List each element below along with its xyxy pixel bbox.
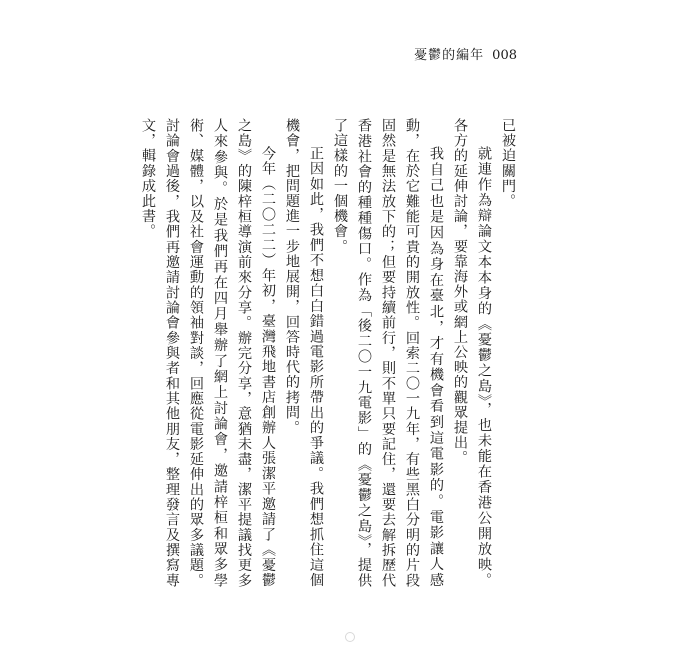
paragraph: 正因如此，我們不想白白錯過電影所帶出的爭議。我們想抓住這個機會，把問題進一步地展開，回答時代的拷問。 bbox=[284, 118, 324, 588]
paragraph: 就連作為辯論文本本身的《憂鬱之島》，也未能在香港公開放映。各方的延伸討論，要靠海外或網上公映的觀眾提出。 bbox=[452, 118, 492, 588]
running-header bbox=[414, 44, 517, 63]
page-number: 008 bbox=[492, 48, 517, 63]
paragraph: 我自己也是因為身在臺北，才有機會看到這電影的。電影讓人感動，在於它難能可貴的開放性。回索二〇一九年，有些黑白分明的片段固然是無法放下的；但要持續前行，則不單只要記住，還要去解拆歷代香港社會的種種傷口。作為「後二〇一九電影」的《憂鬱之島》，提供了這樣的一個機會。 bbox=[332, 118, 444, 588]
running-header-title: 憂鬱的編年 bbox=[414, 48, 485, 63]
scan-center-mark bbox=[345, 632, 355, 642]
body-text bbox=[140, 118, 520, 588]
paragraph: 今年（二〇二二）年初，臺灣飛地書店創辦人張潔平邀請了《憂鬱之島》的陳梓桓導演前來分享。辦完分享，意猶未盡，潔平提議找更多人來參與。於是我們再在四月舉辦了網上討論會，邀請梓桓和眾多學術、媒體，以及社會運動的領袖對談，回應從電影延伸出的眾多議題。討論會過後，我們再邀請討論會參與者和其他朋友，整理發言及撰寫專文，輯錄成此書。 bbox=[140, 118, 276, 588]
paragraph: 已被迫關門。 bbox=[500, 118, 516, 209]
